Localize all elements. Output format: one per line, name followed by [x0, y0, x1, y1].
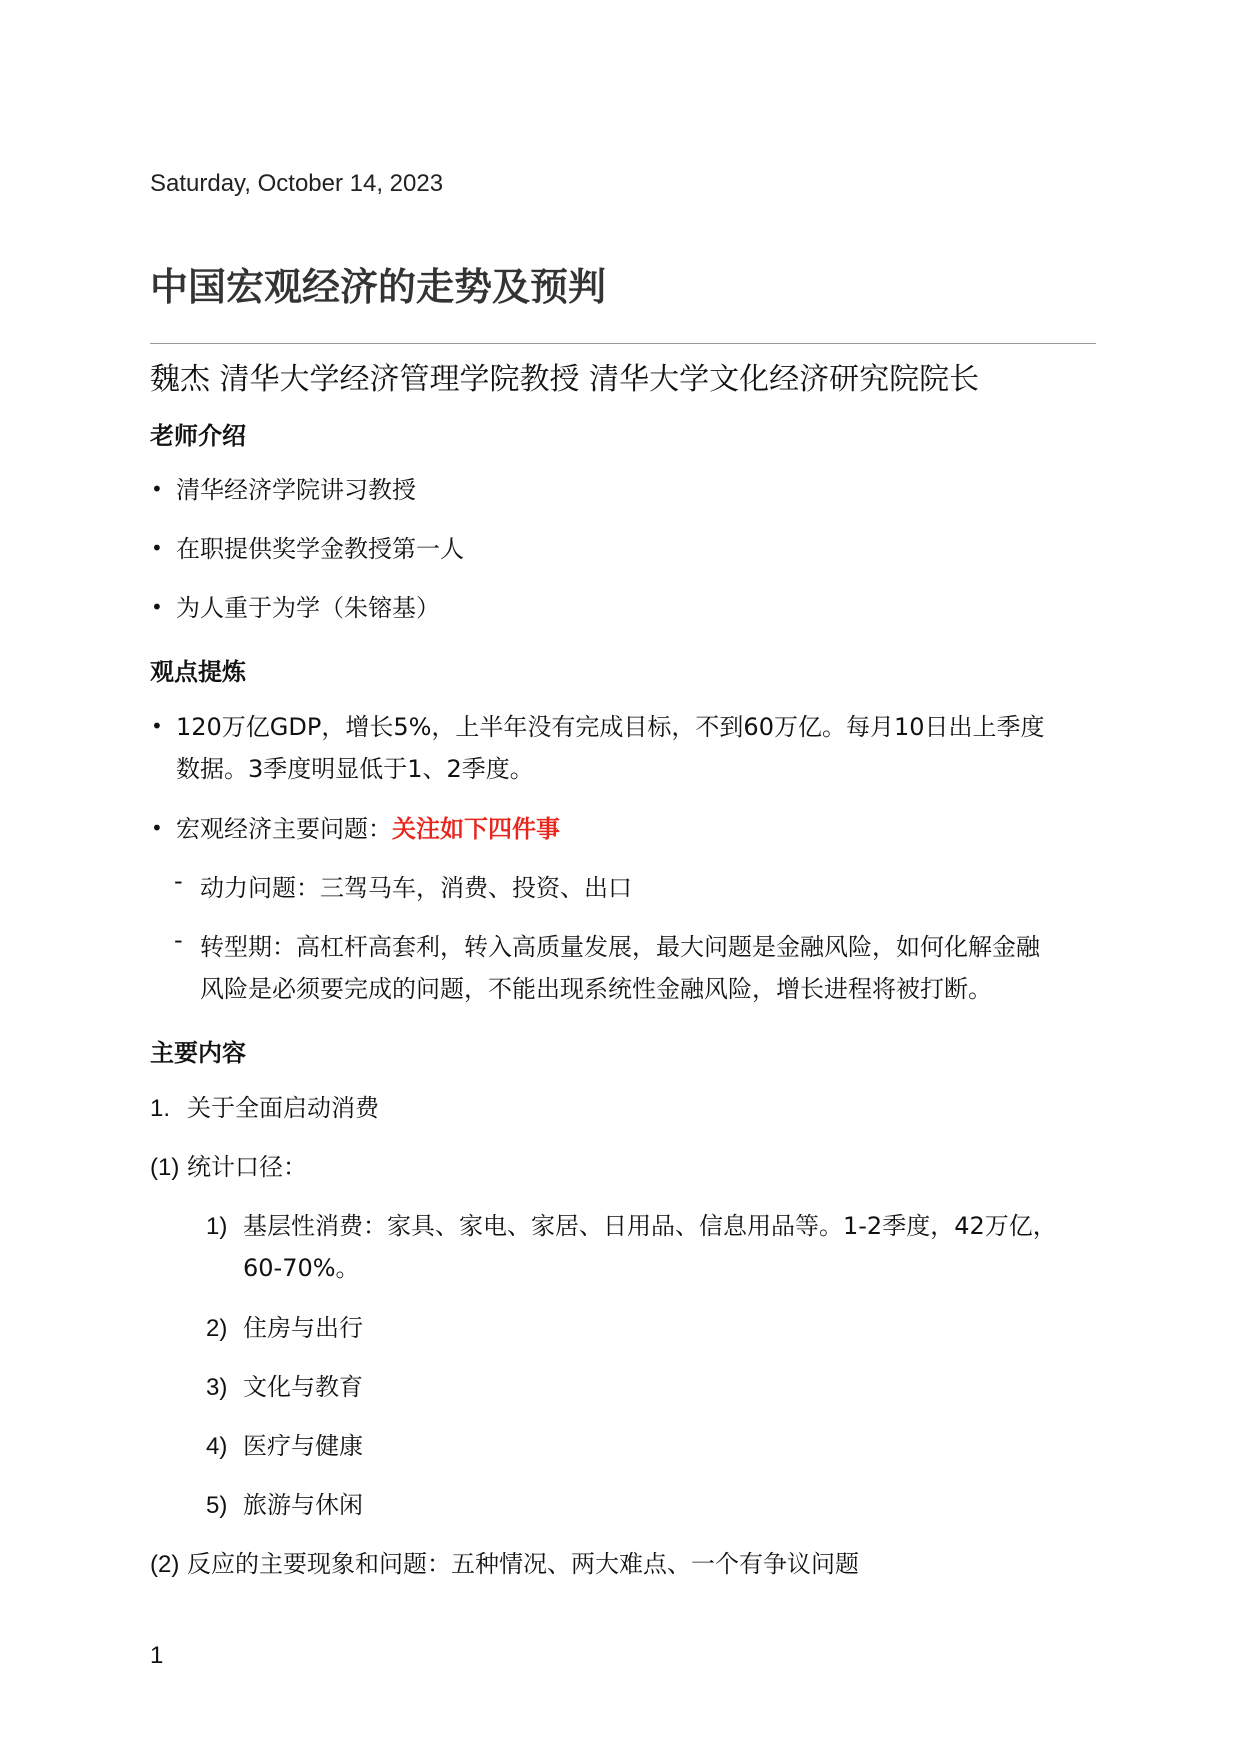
dash-marker: -: [174, 867, 183, 895]
list-number: 5): [206, 1492, 228, 1519]
views-item-prefix: 宏观经济主要问题：: [176, 815, 392, 843]
page-number: 1: [150, 1642, 164, 1669]
list-number: 1): [206, 1213, 228, 1240]
reaction-label: 反应的主要现象和问题：五种情况、两大难点、一个有争议问题: [187, 1550, 859, 1578]
views-item-main-issues: [176, 808, 560, 850]
list-number: (1): [150, 1154, 180, 1181]
sub-list-item: 旅游与休闲: [243, 1491, 363, 1519]
bullet-icon: •: [151, 816, 163, 840]
document-title: 中国宏观经济的走势及预判: [150, 265, 607, 309]
sub-list-item: 医疗与健康: [243, 1432, 363, 1460]
dash-marker: -: [174, 926, 183, 954]
sub-list-item-line: 基层性消费：家具、家电、家居、日用品、信息用品等。1-2季度，42万亿，: [243, 1212, 1057, 1240]
sub-item: 动力问题：三驾马车，消费、投资、出口: [200, 874, 632, 902]
list-number: 4): [206, 1433, 228, 1460]
list-number: (2): [150, 1551, 180, 1578]
list-number: 1.: [150, 1095, 171, 1122]
sub-list-item-line: 60-70%。: [243, 1254, 360, 1282]
list-number: 3): [206, 1374, 228, 1401]
speaker-line: 魏杰 清华大学经济管理学院教授 清华大学文化经济研究院院长: [150, 362, 980, 397]
views-item-line: 120万亿GDP，增长5%，上半年没有完成目标，不到60万亿。每月10日出上季度: [176, 713, 1045, 741]
main-item: 关于全面启动消费: [187, 1094, 379, 1122]
title-divider: [150, 343, 1096, 344]
list-number: 2): [206, 1315, 228, 1342]
bullet-icon: •: [151, 536, 163, 560]
highlight-text: 关注如下四件事: [392, 815, 560, 843]
document-date: Saturday, October 14, 2023: [150, 170, 444, 197]
sub-item-line: 风险是必须要完成的问题，不能出现系统性金融风险，增长进程将被打断。: [200, 975, 992, 1003]
bullet-icon: •: [151, 477, 163, 501]
intro-item: 为人重于为学（朱镕基）: [176, 594, 440, 622]
views-item-line: 数据。3季度明显低于1、2季度。: [176, 755, 534, 783]
intro-heading: 老师介绍: [150, 422, 246, 450]
sub-list-item: 住房与出行: [243, 1314, 363, 1342]
bullet-icon: •: [151, 714, 163, 738]
stat-label: 统计口径：: [187, 1153, 307, 1181]
intro-item: 清华经济学院讲习教授: [176, 476, 416, 504]
sub-item-line: 转型期：高杠杆高套利，转入高质量发展，最大问题是金融风险，如何化解金融: [200, 933, 1040, 961]
sub-list-item: 文化与教育: [243, 1373, 363, 1401]
intro-item: 在职提供奖学金教授第一人: [176, 535, 464, 563]
views-heading: 观点提炼: [150, 658, 246, 686]
bullet-icon: •: [151, 595, 163, 619]
main-heading: 主要内容: [150, 1039, 246, 1067]
